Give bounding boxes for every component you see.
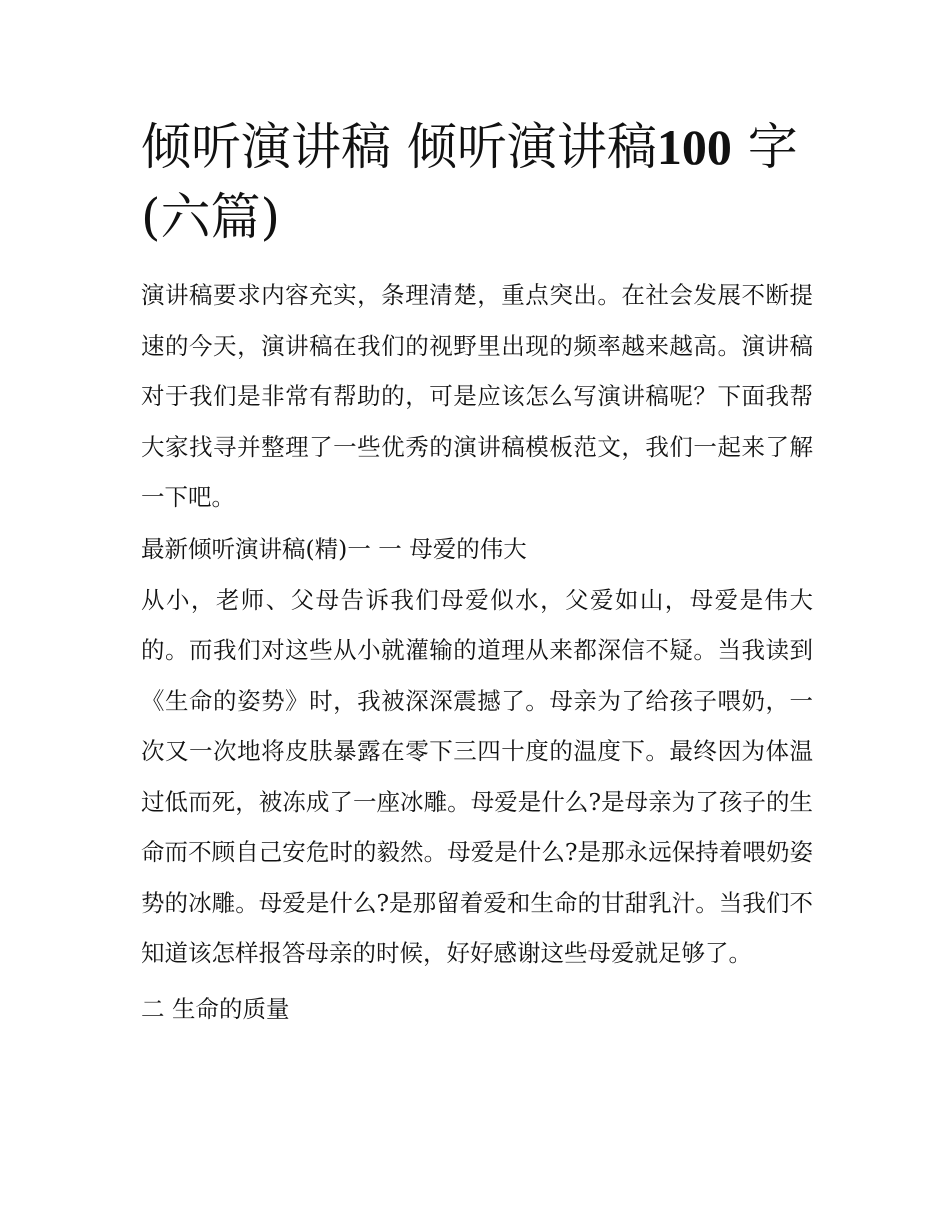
document-title bbox=[141, 112, 813, 252]
title-text: 倾听演讲稿 倾听演讲稿 bbox=[141, 118, 657, 176]
intro-paragraph: 演讲稿要求内容充实，条理清楚，重点突出。在社会发展不断提速的今天，演讲稿在我们的视野里出现的频率越来越高。演讲稿对于我们是非常有帮助的，可是应该怎么写演讲稿呢？下面我帮大家找寻并整理了一些优秀的演讲稿模板范文，我们一起来了解一下吧。 bbox=[141, 281, 813, 511]
title-subtitle: (六篇) bbox=[141, 188, 281, 246]
section-heading-1: 最新倾听演讲稿(精)一 一 母爱的伟大 bbox=[141, 534, 527, 563]
title-suffix: 字 bbox=[731, 118, 798, 176]
section-body-1: 从小，老师、父母告诉我们母爱似水，父爱如山，母爱是伟大的。而我们对这些从小就灌输的道理从来都深信不疑。当我读到《生命的姿势》时，我被深深震撼了。母亲为了给孩子喂奶，一次又一次地将皮肤暴露在零下三四十度的温度下。最终因为体温过低而死，被冻成了一座冰雕。母爱是什么?是母亲为了孩子的生命而不顾自己安危时的毅然。母爱是什么?是那永远保持着喂奶姿势的冰雕。母爱是什么?是那留着爱和生命的甘甜乳汁。当我们不知道该怎样报答母亲的时候，好好感谢这些母爱就足够了。 bbox=[141, 585, 813, 967]
title-number: 100 bbox=[656, 119, 732, 175]
section-heading-2: 二 生命的质量 bbox=[141, 994, 290, 1023]
document-page bbox=[141, 112, 813, 1035]
